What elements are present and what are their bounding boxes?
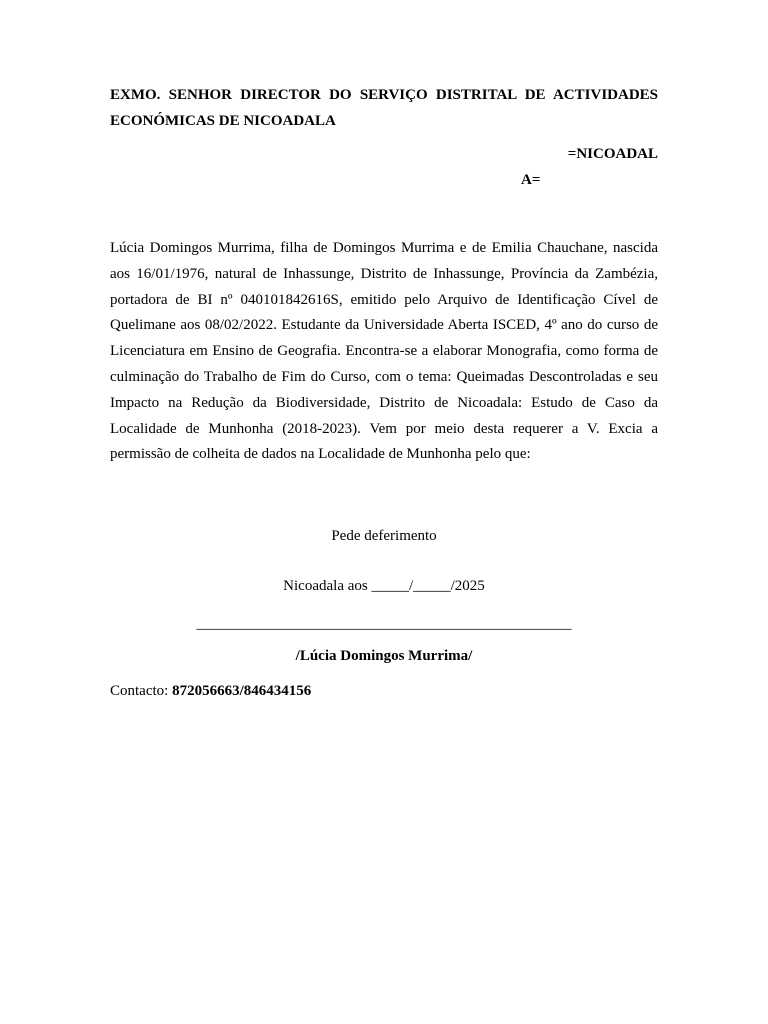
date-line: Nicoadala aos _____/_____/2025 [283, 578, 485, 594]
heading-line-1: EXMO. SENHOR DIRECTOR DO SERVIÇO DISTRITAL DE ACTIVIDADES [110, 87, 658, 103]
heading-line-2: ECONÓMICAS DE NICOADALA [110, 113, 336, 129]
contact-label: Contacto: [110, 683, 173, 699]
signer-name: /Lúcia Domingos Murrima/ [295, 648, 473, 664]
contact-number: 872056663/846434156 [172, 683, 312, 699]
letter-heading [110, 82, 658, 134]
place-marker-part-2: A= [521, 172, 541, 188]
signature-line: __________________________________________________ [196, 616, 572, 632]
place-marker-part-1: =NICOADAL [567, 146, 658, 162]
request-closing: Pede deferimento [331, 528, 437, 544]
contact-line [110, 681, 311, 701]
request-paragraph: Lúcia Domingos Murrima, filha de Domingos Murrima e de Emilia Chauchane, nascida aos 16/01/1976, natural de Inhassunge, Distrito de Inhassunge, Província da Zambézia, portadora de BI nº 040101842616S, emitido pelo Arquivo de Identificação Cível de Quelimane aos 08/02/2022. Estudante da Universidade Aberta ISCED, 4º ano do curso de Licenciatura em Ensino de Geografia. Encontra-se a elaborar Monografia, como forma de culminação do Trabalho de Fim do Curso, com o tema: Queimadas Descontroladas e seu Impacto na Redução da Biodiversidade, Distrito de Nicoadala: Estudo de Caso da Localidade de Munhonha (2018-2023). Vem por meio desta requerer a V. Excia a permissão de colheita de dados na Localidade de Munhonha pelo que: [110, 240, 658, 463]
